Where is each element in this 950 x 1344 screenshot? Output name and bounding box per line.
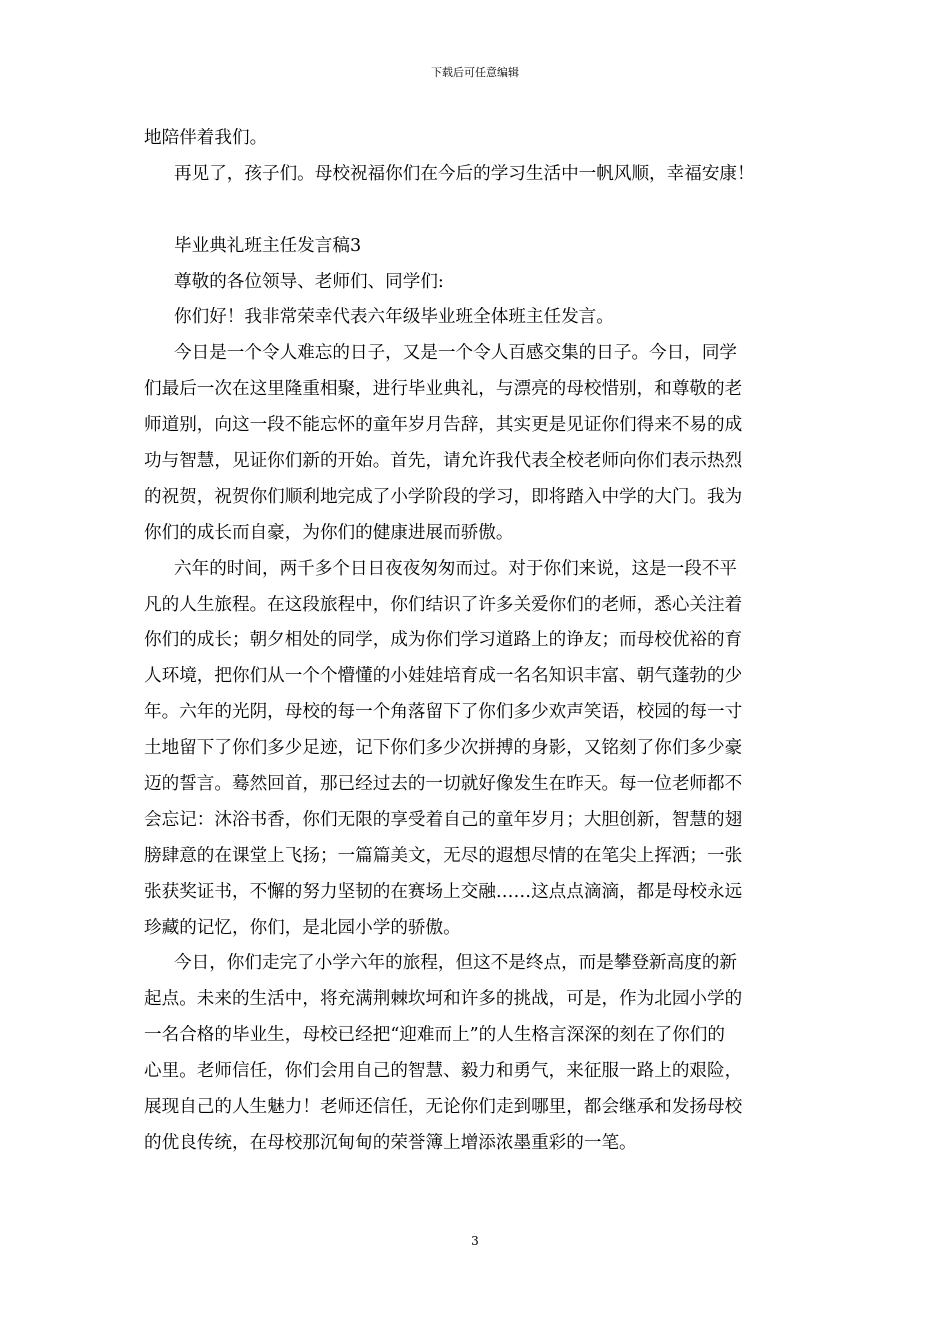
text-line: 展现自己的人生魅力！老师还信任，无论你们走到哪里，都会继承和发扬母校 xyxy=(144,1097,743,1118)
text-line: 迈的誓言。蓦然回首，那已经过去的一切就好像发生在昨天。每一位老师都不 xyxy=(144,774,743,795)
text-line: 六年的时间，两千多个日日夜夜匆匆而过。对于你们来说，这是一段不平 xyxy=(174,558,738,579)
text-line: 起点。未来的生活中，将充满荆棘坎坷和许多的挑战，可是，作为北园小学的 xyxy=(144,989,743,1010)
text-line: 毕业典礼班主任发言稿3 xyxy=(174,235,362,256)
text-line: 今日是一个令人难忘的日子，又是一个令人百感交集的日子。今日，同学 xyxy=(174,343,738,364)
text-line: 你们的成长而自豪，为你们的健康进展而骄傲。 xyxy=(144,522,514,543)
text-line: 膀肆意的在课堂上飞扬；一篇篇美文，无尽的遐想尽情的在笔尖上挥洒；一张 xyxy=(144,845,743,866)
blank-line xyxy=(144,193,814,229)
text-line: 年。六年的光阴，母校的每一个角落留下了你们多少欢声笑语，校园的每一寸 xyxy=(144,702,743,723)
text-line: 凡的人生旅程。在这段旅程中，你们结识了许多关爱你们的老师，悉心关注着 xyxy=(144,594,743,615)
text-line: 张获奖证书，不懈的努力坚韧的在赛场上交融……这点点滴滴，都是母校永远 xyxy=(144,881,743,902)
text-line: 功与智慧，见证你们新的开始。首先，请允许我代表全校老师向你们表示热烈 xyxy=(144,451,743,472)
page-header: 下载后可任意编辑 xyxy=(431,66,519,79)
text-line: 心里。老师信任，你们会用自己的智慧、毅力和勇气，来征服一路上的艰险， xyxy=(144,1061,743,1082)
text-line: 珍藏的记忆，你们，是北园小学的骄傲。 xyxy=(144,917,461,938)
text-line: 一名合格的毕业生，母校已经把“迎难而上”的人生格言深深的刻在了你们的 xyxy=(144,1025,725,1046)
page-number: 3 xyxy=(471,1234,479,1248)
text-line: 地陪伴着我们。 xyxy=(144,128,268,148)
text-line: 今日，你们走完了小学六年的旅程，但这不是终点，而是攀登新高度的新 xyxy=(174,953,738,974)
text-line: 人环境，把你们从一个个懵懂的小娃娃培育成一名名知识丰富、朝气蓬勃的少 xyxy=(144,666,743,687)
text-line: 土地留下了你们多少足迹，记下你们多少次拼搏的身影，又铭刻了你们多少豪 xyxy=(144,738,743,759)
text-line: 再见了，孩子们。母校祝福你们在今后的学习生活中一帆风顺，幸福安康！ xyxy=(174,163,755,184)
text-line: 们最后一次在这里隆重相聚，进行毕业典礼，与漂亮的母校惜别，和尊敬的老 xyxy=(144,379,743,400)
text-line: 你们的成长；朝夕相处的同学，成为你们学习道路上的诤友；而母校优裕的育 xyxy=(144,630,743,651)
text-line: 你们好！我非常荣幸代表六年级毕业班全体班主任发言。 xyxy=(174,307,614,328)
text-line: 的祝贺，祝贺你们顺利地完成了小学阶段的学习，即将踏入中学的大门。我为 xyxy=(144,486,743,507)
text-line: 师道别，向这一段不能忘怀的童年岁月告辞，其实更是见证你们得来不易的成 xyxy=(144,415,743,436)
document-body xyxy=(144,121,814,1162)
text-line: 的优良传统，在母校那沉甸甸的荣誉簿上增添浓墨重彩的一笔。 xyxy=(144,1132,637,1153)
text-line: 会忘记：沐浴书香，你们无限的享受着自己的童年岁月；大胆创新，智慧的翅 xyxy=(144,809,743,830)
text-line: 尊敬的各位领导、老师们、同学们: xyxy=(174,271,444,292)
